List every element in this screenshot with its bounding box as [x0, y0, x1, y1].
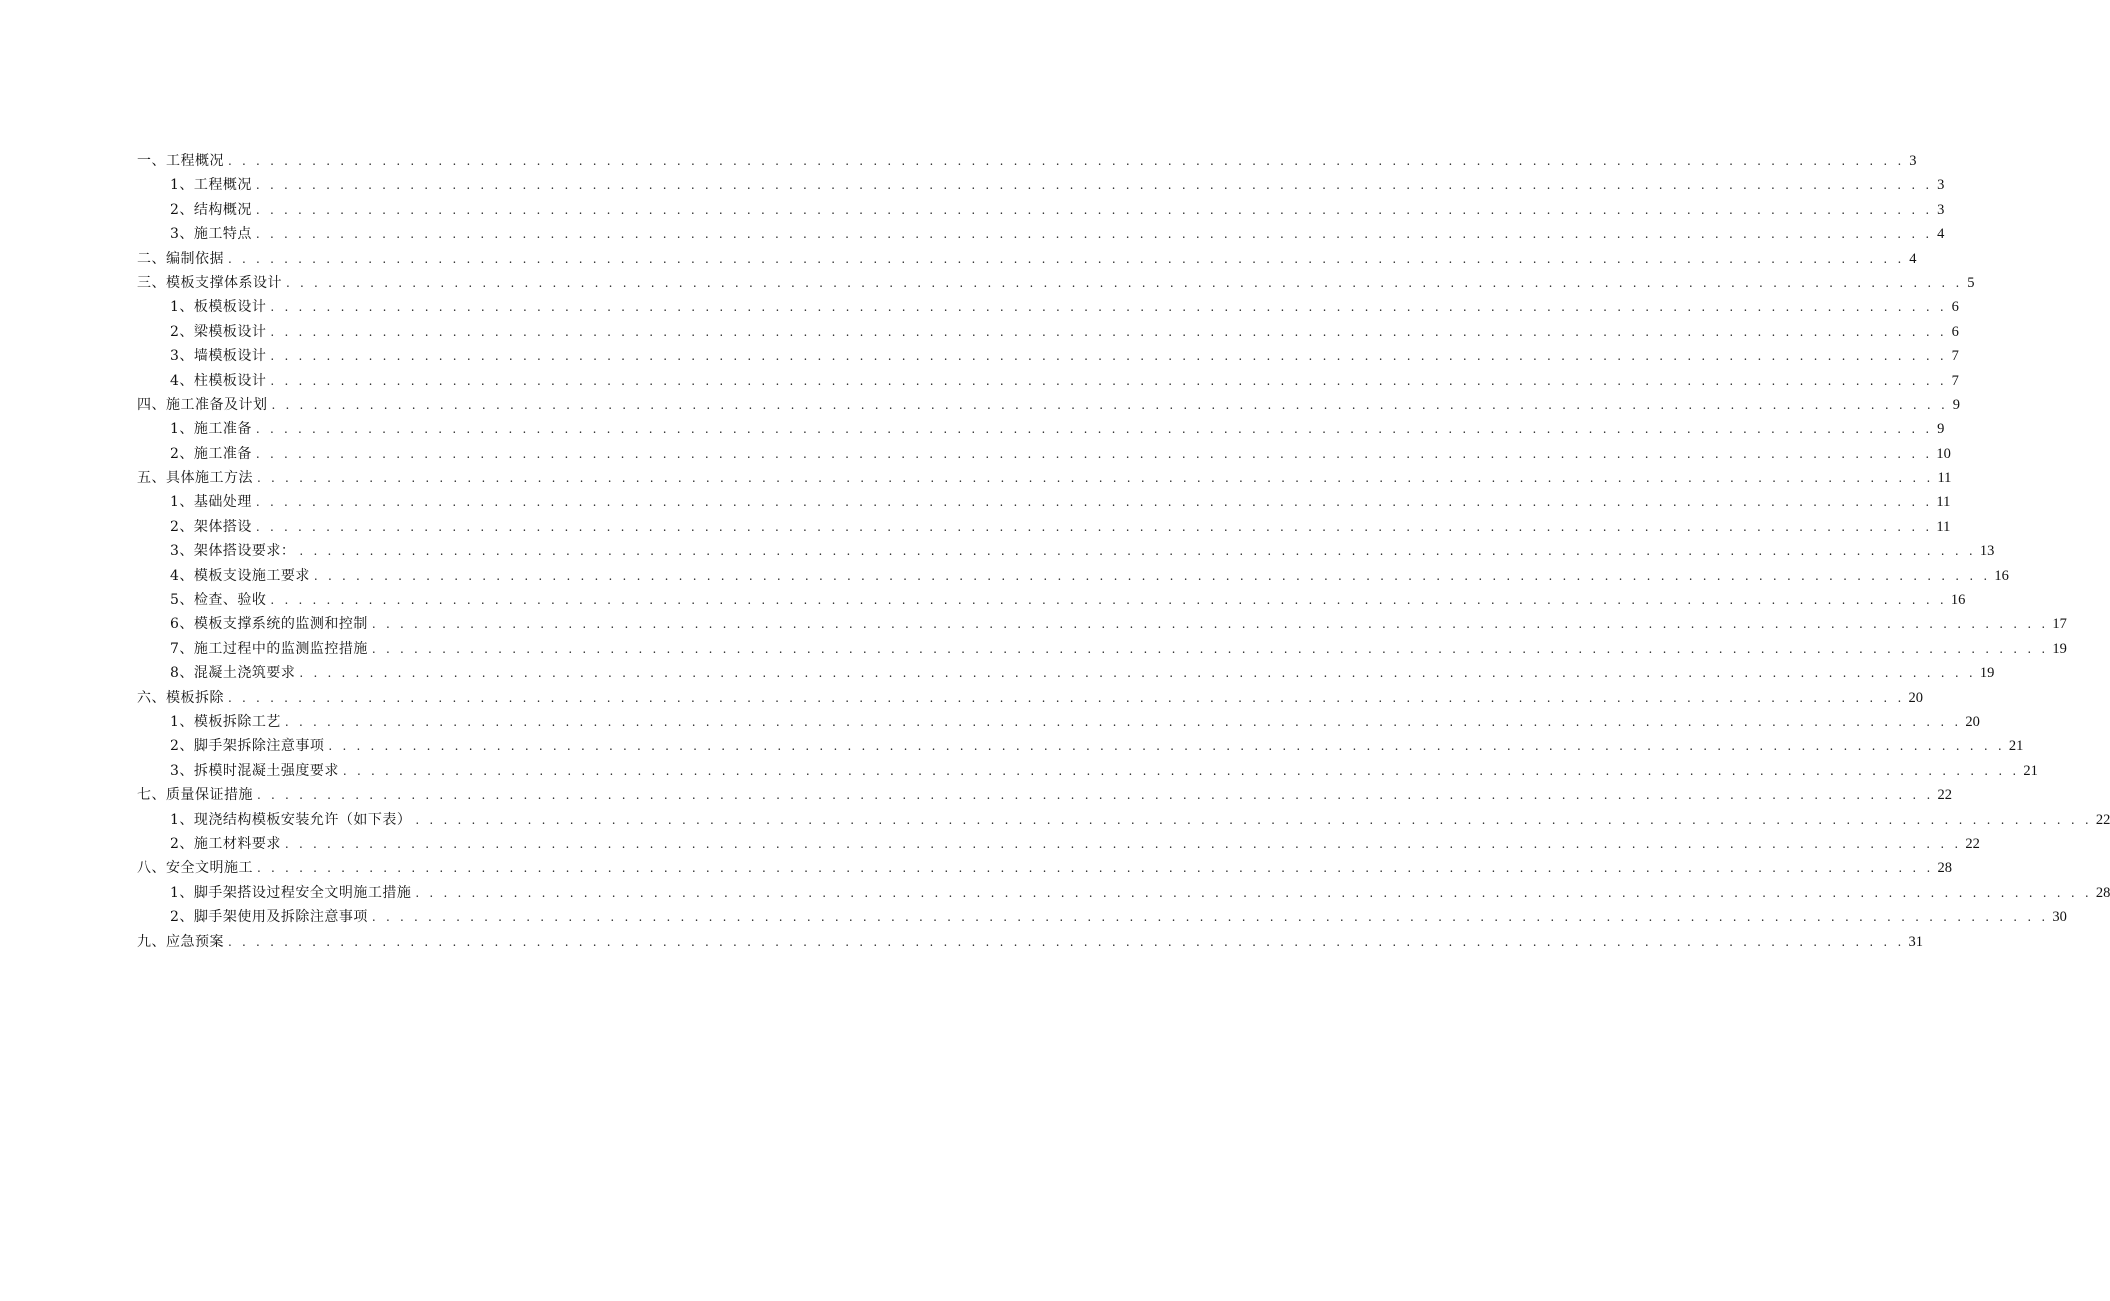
- toc-dot-leader: . . . . . . . . . . . . . . . . . . . . . . . . . . . . . . . . . . . . . . . . . . . . . . . . . . . . . . . . . . . . . . . . . . . . . . . . . . . . . . . . . . . . . . . . . . . . . . . . . . . . . . . . . . . . . . . . . . . . . . . .: [228, 154, 1905, 168]
- toc-dot-leader: . . . . . . . . . . . . . . . . . . . . . . . . . . . . . . . . . . . . . . . . . . . . . . . . . . . . . . . . . . . . . . . . . . . . . . . . . . . . . . . . . . . . . . . . . . . . . . . . . . . . . . . . . . . . . . . . . . . . . . . .: [270, 300, 1947, 315]
- toc-entry-label: 3、架体搭设要求：: [170, 543, 296, 560]
- toc-entry-label: 三、模板支撑体系设计: [137, 274, 282, 291]
- toc-dot-leader: . . . . . . . . . . . . . . . . . . . . . . . . . . . . . . . . . . . . . . . . . . . . . . . . . . . . . . . . . . . . . . . . . . . . . . . . . . . . . . . . . . . . . . . . . . . . . . . . . . . . . . . . . . . . . . . . . . . . . . . .: [270, 373, 1947, 388]
- toc-entry-label: 一、工程概况: [137, 153, 224, 169]
- toc-entry-32[interactable]: [137, 906, 2067, 930]
- toc-entry-3[interactable]: [137, 199, 1945, 223]
- toc-entry-label: 2、施工材料要求: [170, 835, 281, 852]
- toc-page-number: 3: [1909, 153, 1917, 169]
- toc-page-number: 19: [1979, 665, 1995, 682]
- toc-entry-10[interactable]: [137, 370, 1959, 394]
- toc-entry-25[interactable]: [137, 735, 2024, 759]
- toc-entry-19[interactable]: [137, 589, 1966, 613]
- toc-dot-leader: . . . . . . . . . . . . . . . . . . . . . . . . . . . . . . . . . . . . . . . . . . . . . . . . . . . . . . . . . . . . . . . . . . . . . . . . . . . . . . . . . . . . . . . . . . . . . . . . . . . . . . . . . . . . . . . . . . . . . . . .: [255, 178, 1933, 193]
- toc-entry-label: 四、施工准备及计划: [137, 396, 268, 413]
- toc-entry-label: 1、模板拆除工艺: [170, 713, 281, 730]
- toc-page-number: 22: [1937, 787, 1952, 804]
- toc-entry-12[interactable]: [137, 418, 1945, 442]
- toc-entry-14[interactable]: [137, 467, 1952, 491]
- toc-dot-leader: . . . . . . . . . . . . . . . . . . . . . . . . . . . . . . . . . . . . . . . . . . . . . . . . . . . . . . . . . . . . . . . . . . . . . . . . . . . . . . . . . . . . . . . . . . . . . . . . . . . . . . . . . . . . . . . . . . . . . . . .: [284, 836, 1962, 851]
- toc-entry-9[interactable]: [137, 345, 1959, 369]
- toc-entry-label: 2、梁模板设计: [170, 323, 267, 340]
- toc-page-number: 4: [1909, 250, 1917, 267]
- toc-entry-label: 九、应急预案: [137, 933, 224, 950]
- toc-page-number: 11: [1936, 518, 1951, 535]
- toc-entry-label: 7、施工过程中的监测监控措施: [170, 640, 368, 657]
- toc-page-number: 7: [1951, 372, 1959, 389]
- toc-entry-33[interactable]: [137, 931, 1923, 955]
- toc-page-number: 20: [1965, 713, 1980, 730]
- toc-entry-17[interactable]: [137, 540, 1995, 564]
- toc-dot-leader: . . . . . . . . . . . . . . . . . . . . . . . . . . . . . . . . . . . . . . . . . . . . . . . . . . . . . . . . . . . . . . . . . . . . . . . . . . . . . . . . . . . . . . . . . . . . . . . . . . . . . . . . . . . . . . . . . . . . . . . .: [255, 422, 1933, 437]
- toc-dot-leader: . . . . . . . . . . . . . . . . . . . . . . . . . . . . . . . . . . . . . . . . . . . . . . . . . . . . . . . . . . . . . . . . . . . . . . . . . . . . . . . . . . . . . . . . . . . . . . . . . . . . . . . . . . . . . . . . . . . . . . . .: [342, 763, 2020, 778]
- toc-dot-leader: . . . . . . . . . . . . . . . . . . . . . . . . . . . . . . . . . . . . . . . . . . . . . . . . . . . . . . . . . . . . . . . . . . . . . . . . . . . . . . . . . . . . . . . . . . . . . . . . . . . . . . . . . . . . . . . . . . . . . . . .: [286, 275, 1963, 290]
- toc-entry-label: 1、施工准备: [170, 421, 252, 438]
- toc-dot-leader: . . . . . . . . . . . . . . . . . . . . . . . . . . . . . . . . . . . . . . . . . . . . . . . . . . . . . . . . . . . . . . . . . . . . . . . . . . . . . . . . . . . . . . . . . . . . . . . . . . . . . . . . . . . . . . . . . . . . . . . .: [257, 861, 1934, 876]
- toc-page-number: 4: [1937, 226, 1945, 243]
- toc-page-number: 5: [1967, 274, 1975, 291]
- toc-entry-label: 1、工程概况: [170, 177, 252, 194]
- toc-entry-4[interactable]: [137, 223, 1945, 247]
- toc-dot-leader: . . . . . . . . . . . . . . . . . . . . . . . . . . . . . . . . . . . . . . . . . . . . . . . . . . . . . . . . . . . . . . . . . . . . . . . . . . . . . . . . . . . . . . . . . . . . . . . . . . . . . . . . . . . . . . . . . . . . . . . .: [228, 690, 1905, 705]
- toc-page-number: 9: [1937, 421, 1945, 438]
- toc-entry-label: 3、拆模时混凝土强度要求: [170, 762, 339, 779]
- toc-dot-leader: . . . . . . . . . . . . . . . . . . . . . . . . . . . . . . . . . . . . . . . . . . . . . . . . . . . . . . . . . . . . . . . . . . . . . . . . . . . . . . . . . . . . . . . . . . . . . . . . . . . . . . . . . . . . . . . . . . . . . . . .: [257, 471, 1934, 486]
- toc-dot-leader: . . . . . . . . . . . . . . . . . . . . . . . . . . . . . . . . . . . . . . . . . . . . . . . . . . . . . . . . . . . . . . . . . . . . . . . . . . . . . . . . . . . . . . . . . . . . . . . . . . . . . . . . . . . . . . . . . . . . . . . .: [255, 495, 1933, 510]
- toc-entry-label: 2、施工准备: [170, 445, 252, 462]
- toc-dot-leader: . . . . . . . . . . . . . . . . . . . . . . . . . . . . . . . . . . . . . . . . . . . . . . . . . . . . . . . . . . . . . . . . . . . . . . . . . . . . . . . . . . . . . . . . . . . . . . . . . . . . . . . . . . . . . . . . . . . . . . . .: [371, 641, 2049, 656]
- toc-entry-15[interactable]: [137, 491, 1951, 515]
- toc-entry-label: 1、脚手架搭设过程安全文明施工措施: [170, 884, 412, 901]
- toc-entry-27[interactable]: [137, 784, 1952, 808]
- toc-dot-leader: . . . . . . . . . . . . . . . . . . . . . . . . . . . . . . . . . . . . . . . . . . . . . . . . . . . . . . . . . . . . . . . . . . . . . . . . . . . . . . . . . . . . . . . . . . . . . . . . . . . . . . . . . . . . . . . . . . . . . . . .: [255, 227, 1933, 242]
- toc-entry-label: 8、混凝土浇筑要求: [170, 665, 296, 682]
- toc-page-number: 3: [1937, 177, 1945, 194]
- toc-page-number: 11: [1937, 470, 1952, 487]
- toc-entry-18[interactable]: [137, 565, 2009, 589]
- toc-entry-1[interactable]: [137, 150, 1917, 174]
- toc-entry-label: 1、现浇结构模板安装允许（如下表）: [170, 811, 412, 828]
- toc-page-number: 21: [2008, 738, 2024, 755]
- toc-dot-leader: . . . . . . . . . . . . . . . . . . . . . . . . . . . . . . . . . . . . . . . . . . . . . . . . . . . . . . . . . . . . . . . . . . . . . . . . . . . . . . . . . . . . . . . . . . . . . . . . . . . . . . . . . . . . . . . . . . . . . . . .: [271, 397, 1948, 412]
- toc-page-number: 20: [1908, 689, 1923, 706]
- toc-dot-leader: . . . . . . . . . . . . . . . . . . . . . . . . . . . . . . . . . . . . . . . . . . . . . . . . . . . . . . . . . . . . . . . . . . . . . . . . . . . . . . . . . . . . . . . . . . . . . . . . . . . . . . . . . . . . . . . . . . . . . . . .: [228, 251, 1905, 266]
- toc-entry-label: 八、安全文明施工: [137, 860, 253, 877]
- toc-entry-16[interactable]: [137, 516, 1951, 540]
- toc-dot-leader: . . . . . . . . . . . . . . . . . . . . . . . . . . . . . . . . . . . . . . . . . . . . . . . . . . . . . . . . . . . . . . . . . . . . . . . . . . . . . . . . . . . . . . . . . . . . . . . . . . . . . . . . . . . . . . . . . . . . . . . .: [255, 519, 1933, 534]
- toc-entry-30[interactable]: [137, 857, 1952, 881]
- toc-entry-label: 3、墙模板设计: [170, 348, 267, 365]
- toc-page-number: 16: [1950, 592, 1966, 609]
- toc-dot-leader: . . . . . . . . . . . . . . . . . . . . . . . . . . . . . . . . . . . . . . . . . . . . . . . . . . . . . . . . . . . . . . . . . . . . . . . . . . . . . . . . . . . . . . . . . . . . . . . . . . . . . . . . . . . . . . . . . . . . . . . .: [255, 446, 1933, 461]
- toc-page-number: 31: [1908, 933, 1923, 950]
- toc-entry-23[interactable]: [137, 687, 1923, 711]
- toc-dot-leader: . . . . . . . . . . . . . . . . . . . . . . . . . . . . . . . . . . . . . . . . . . . . . . . . . . . . . . . . . . . . . . . . . . . . . . . . . . . . . . . . . . . . . . . . . . . . . . . . . . . . . . . . . . . . . . . . . . . . . . . .: [415, 812, 2092, 827]
- toc-entry-label: 1、基础处理: [170, 494, 252, 511]
- toc-dot-leader: . . . . . . . . . . . . . . . . . . . . . . . . . . . . . . . . . . . . . . . . . . . . . . . . . . . . . . . . . . . . . . . . . . . . . . . . . . . . . . . . . . . . . . . . . . . . . . . . . . . . . . . . . . . . . . . . . . . . . . . .: [299, 544, 1976, 559]
- toc-page-number: 16: [1994, 567, 2009, 584]
- toc-page-number: 9: [1952, 396, 1960, 413]
- toc-entry-label: 六、模板拆除: [137, 689, 224, 706]
- toc-page-number: 10: [1936, 445, 1951, 462]
- toc-entry-22[interactable]: [137, 662, 1995, 686]
- toc-dot-leader: . . . . . . . . . . . . . . . . . . . . . . . . . . . . . . . . . . . . . . . . . . . . . . . . . . . . . . . . . . . . . . . . . . . . . . . . . . . . . . . . . . . . . . . . . . . . . . . . . . . . . . . . . . . . . . . . . . . . . . . .: [371, 910, 2049, 925]
- toc-page-number: 3: [1937, 201, 1945, 218]
- toc-entry-5[interactable]: [137, 248, 1917, 272]
- toc-entry-21[interactable]: [137, 638, 2067, 662]
- toc-entry-20[interactable]: [137, 613, 2067, 637]
- toc-dot-leader: . . . . . . . . . . . . . . . . . . . . . . . . . . . . . . . . . . . . . . . . . . . . . . . . . . . . . . . . . . . . . . . . . . . . . . . . . . . . . . . . . . . . . . . . . . . . . . . . . . . . . . . . . . . . . . . . . . . . . . . .: [228, 934, 1905, 949]
- toc-entry-28[interactable]: [137, 809, 2110, 833]
- toc-page-number: 30: [2052, 909, 2067, 926]
- toc-entry-24[interactable]: [137, 711, 1980, 735]
- toc-page-number: 22: [2095, 811, 2110, 828]
- toc-dot-leader: . . . . . . . . . . . . . . . . . . . . . . . . . . . . . . . . . . . . . . . . . . . . . . . . . . . . . . . . . . . . . . . . . . . . . . . . . . . . . . . . . . . . . . . . . . . . . . . . . . . . . . . . . . . . . . . . . . . . . . . .: [257, 788, 1934, 803]
- toc-page-number: 11: [1936, 494, 1951, 511]
- toc-dot-leader: . . . . . . . . . . . . . . . . . . . . . . . . . . . . . . . . . . . . . . . . . . . . . . . . . . . . . . . . . . . . . . . . . . . . . . . . . . . . . . . . . . . . . . . . . . . . . . . . . . . . . . . . . . . . . . . . . . . . . . . .: [270, 349, 1947, 364]
- toc-entry-11[interactable]: [137, 394, 1960, 418]
- toc-entry-label: 五、具体施工方法: [137, 470, 253, 487]
- toc-dot-leader: . . . . . . . . . . . . . . . . . . . . . . . . . . . . . . . . . . . . . . . . . . . . . . . . . . . . . . . . . . . . . . . . . . . . . . . . . . . . . . . . . . . . . . . . . . . . . . . . . . . . . . . . . . . . . . . . . . . . . . . .: [371, 617, 2049, 632]
- toc-page-number: 7: [1951, 348, 1959, 365]
- toc-dot-leader: . . . . . . . . . . . . . . . . . . . . . . . . . . . . . . . . . . . . . . . . . . . . . . . . . . . . . . . . . . . . . . . . . . . . . . . . . . . . . . . . . . . . . . . . . . . . . . . . . . . . . . . . . . . . . . . . . . . . . . . .: [415, 885, 2092, 900]
- table-of-contents: [137, 150, 2110, 955]
- toc-entry-7[interactable]: [137, 296, 1959, 320]
- toc-page-number: 6: [1951, 323, 1959, 340]
- toc-entry-label: 4、模板支设施工要求: [170, 567, 310, 584]
- toc-page-number: 28: [2095, 884, 2110, 901]
- toc-entry-label: 3、施工特点: [170, 226, 252, 243]
- toc-entry-label: 2、结构概况: [170, 201, 252, 218]
- toc-entry-31[interactable]: [137, 882, 2110, 906]
- toc-dot-leader: . . . . . . . . . . . . . . . . . . . . . . . . . . . . . . . . . . . . . . . . . . . . . . . . . . . . . . . . . . . . . . . . . . . . . . . . . . . . . . . . . . . . . . . . . . . . . . . . . . . . . . . . . . . . . . . . . . . . . . . .: [328, 739, 2005, 754]
- toc-entry-6[interactable]: [137, 272, 1975, 296]
- toc-entry-label: 2、脚手架拆除注意事项: [170, 738, 325, 755]
- toc-dot-leader: . . . . . . . . . . . . . . . . . . . . . . . . . . . . . . . . . . . . . . . . . . . . . . . . . . . . . . . . . . . . . . . . . . . . . . . . . . . . . . . . . . . . . . . . . . . . . . . . . . . . . . . . . . . . . . . . . . . . . . . .: [255, 202, 1933, 217]
- toc-page-number: 28: [1937, 860, 1952, 877]
- toc-entry-26[interactable]: [137, 760, 2038, 784]
- toc-page-number: 17: [2052, 616, 2067, 633]
- toc-dot-leader: . . . . . . . . . . . . . . . . . . . . . . . . . . . . . . . . . . . . . . . . . . . . . . . . . . . . . . . . . . . . . . . . . . . . . . . . . . . . . . . . . . . . . . . . . . . . . . . . . . . . . . . . . . . . . . . . . . . . . . . .: [313, 568, 1991, 583]
- toc-page-number: 6: [1951, 299, 1959, 316]
- toc-entry-label: 4、柱模板设计: [170, 372, 267, 389]
- toc-page-number: 21: [2023, 762, 2038, 779]
- toc-dot-leader: . . . . . . . . . . . . . . . . . . . . . . . . . . . . . . . . . . . . . . . . . . . . . . . . . . . . . . . . . . . . . . . . . . . . . . . . . . . . . . . . . . . . . . . . . . . . . . . . . . . . . . . . . . . . . . . . . . . . . . . .: [270, 593, 1947, 608]
- toc-dot-leader: . . . . . . . . . . . . . . . . . . . . . . . . . . . . . . . . . . . . . . . . . . . . . . . . . . . . . . . . . . . . . . . . . . . . . . . . . . . . . . . . . . . . . . . . . . . . . . . . . . . . . . . . . . . . . . . . . . . . . . . .: [284, 714, 1962, 729]
- toc-entry-8[interactable]: [137, 321, 1959, 345]
- toc-entry-label: 七、质量保证措施: [137, 787, 253, 804]
- toc-entry-29[interactable]: [137, 833, 1980, 857]
- toc-entry-2[interactable]: [137, 174, 1945, 198]
- toc-dot-leader: . . . . . . . . . . . . . . . . . . . . . . . . . . . . . . . . . . . . . . . . . . . . . . . . . . . . . . . . . . . . . . . . . . . . . . . . . . . . . . . . . . . . . . . . . . . . . . . . . . . . . . . . . . . . . . . . . . . . . . . .: [299, 666, 1976, 681]
- toc-entry-label: 1、板模板设计: [170, 299, 267, 316]
- toc-page-number: 19: [2052, 640, 2067, 657]
- toc-entry-label: 6、模板支撑系统的监测和控制: [170, 616, 368, 633]
- toc-page-number: 22: [1965, 835, 1980, 852]
- toc-page-number: 13: [1979, 543, 1995, 560]
- toc-entry-label: 二、编制依据: [137, 250, 224, 267]
- toc-entry-label: 2、脚手架使用及拆除注意事项: [170, 909, 368, 926]
- toc-entry-13[interactable]: [137, 443, 1951, 467]
- toc-dot-leader: . . . . . . . . . . . . . . . . . . . . . . . . . . . . . . . . . . . . . . . . . . . . . . . . . . . . . . . . . . . . . . . . . . . . . . . . . . . . . . . . . . . . . . . . . . . . . . . . . . . . . . . . . . . . . . . . . . . . . . . .: [270, 324, 1947, 339]
- toc-entry-label: 5、检查、验收: [170, 592, 267, 609]
- toc-entry-label: 2、架体搭设: [170, 518, 252, 535]
